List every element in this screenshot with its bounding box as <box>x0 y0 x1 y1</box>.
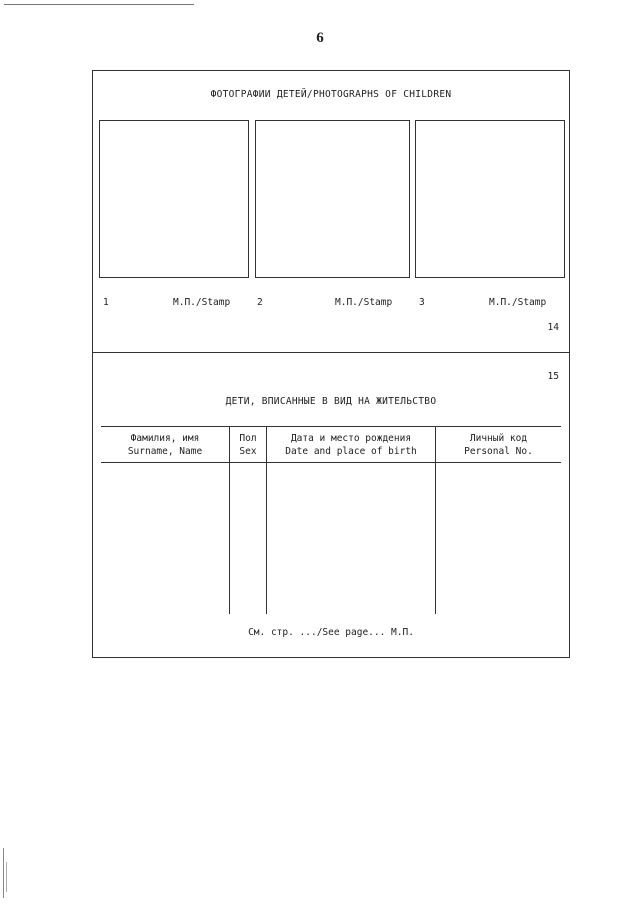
scan-edge-mark <box>6 862 7 892</box>
photo-stamp-label-2: М.П./Stamp <box>335 297 393 308</box>
column-header-name-ru: Фамилия, имя <box>130 433 200 444</box>
scan-edge-mark <box>4 4 194 5</box>
photo-box-2 <box>255 120 410 278</box>
photos-heading: ФОТОГРАФИИ ДЕТЕЙ/PHOTOGRAPHS OF CHILDREN <box>210 89 452 100</box>
column-header-name <box>101 432 229 458</box>
column-header-birth-en: Date and place of birth <box>285 446 417 457</box>
photo-stamp-label-3: М.П./Stamp <box>489 297 547 308</box>
column-header-personal-code-en: Personal No. <box>464 446 533 457</box>
photo-stamp-label-1: М.П./Stamp <box>173 297 231 308</box>
children-heading: ДЕТИ, ВПИСАННЫЕ В ВИД НА ЖИТЕЛЬСТВО <box>225 396 437 407</box>
photo-number-1: 1 <box>103 297 109 308</box>
column-header-birth-ru: Дата и место рождения <box>290 433 412 444</box>
children-page-ref: 15 <box>547 371 559 382</box>
photo-number-2: 2 <box>257 297 263 308</box>
scan-edge-mark <box>3 848 4 898</box>
table-top-rule <box>101 426 561 427</box>
column-header-sex <box>230 432 266 458</box>
photo-number-3: 3 <box>419 297 425 308</box>
column-header-personal-code-ru: Личный код <box>469 433 528 444</box>
photo-box-3 <box>415 120 565 278</box>
document-frame <box>92 70 570 658</box>
column-header-sex-en: Sex <box>239 446 257 457</box>
column-header-birth <box>267 432 435 458</box>
page-number: 6 <box>316 30 324 46</box>
column-header-personal-code <box>436 432 561 458</box>
table-header-rule <box>101 462 561 463</box>
column-header-sex-ru: Пол <box>239 433 257 444</box>
column-header-name-en: Surname, Name <box>127 446 203 457</box>
photo-box-1 <box>99 120 249 278</box>
see-page-reference: См. стр. .../See page... М.П. <box>248 627 414 638</box>
section-divider <box>93 352 569 353</box>
photos-page-ref: 14 <box>547 322 559 333</box>
